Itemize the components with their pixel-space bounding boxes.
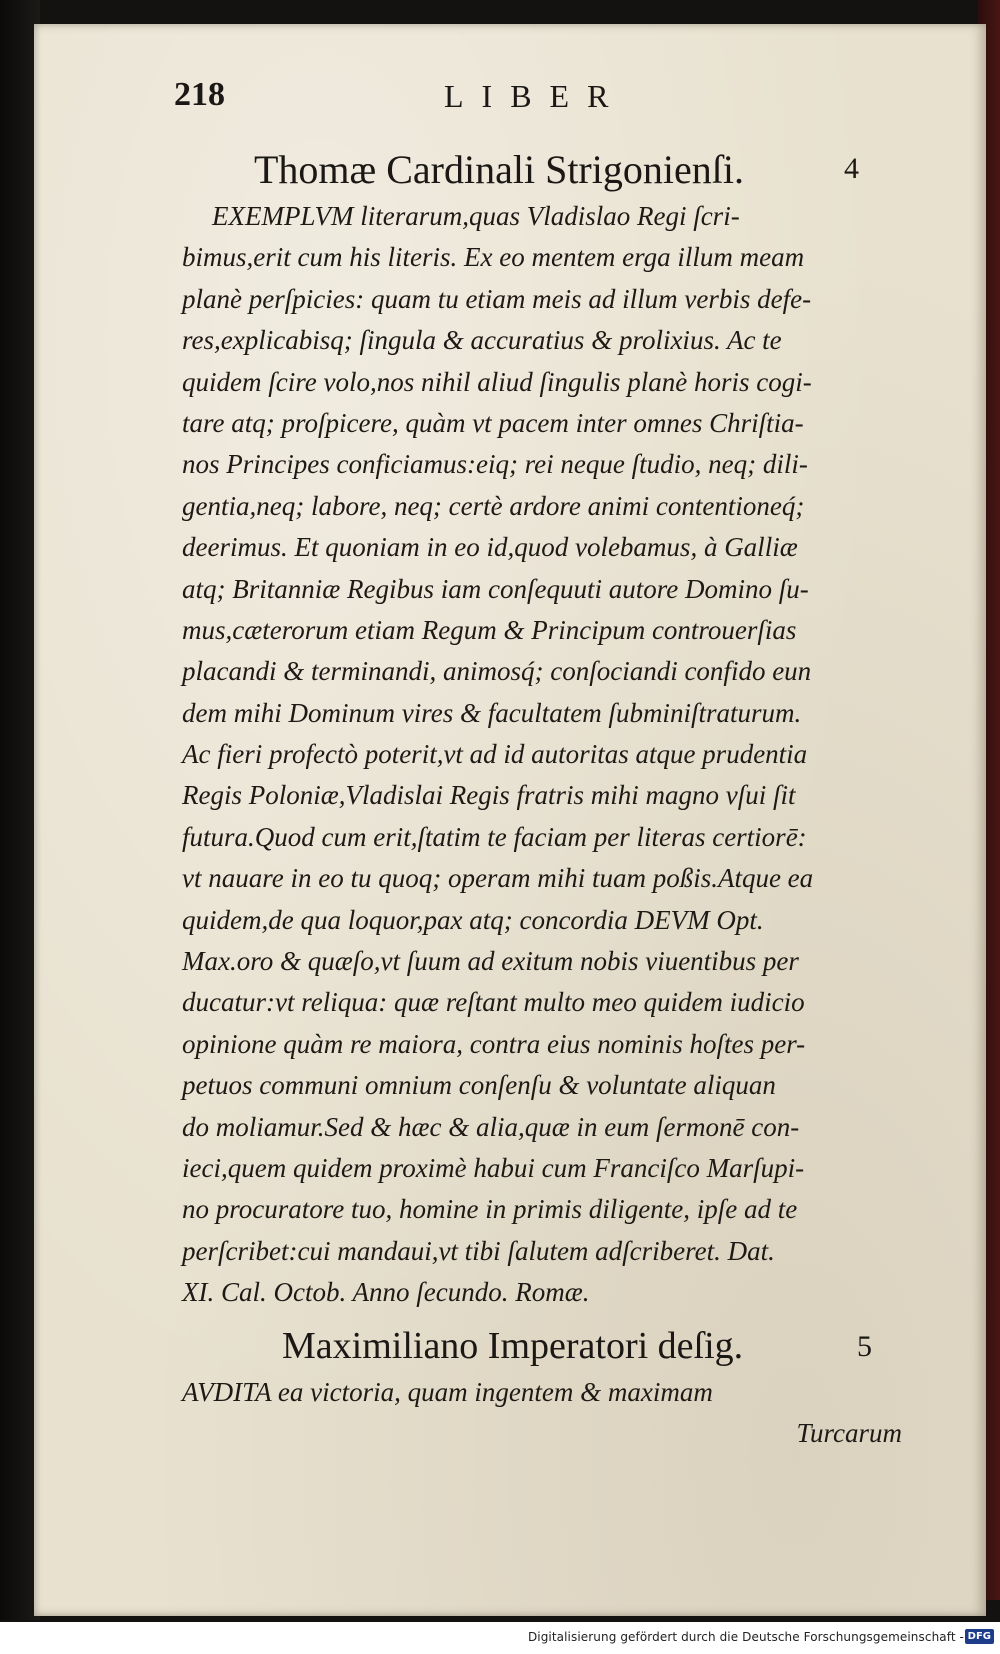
text-line: vt nauare in eo tu quoq; operam mihi tuam poßis.Atque ea — [182, 863, 814, 894]
dfg-logo: DFG — [965, 1629, 994, 1644]
text-line: nos Principes conficiamus:eiq; rei neque ſtudio, neq; dili- — [182, 449, 808, 480]
text-line: do moliamur.Sed & hæc & alia,quæ in eum ſermonē con- — [182, 1111, 800, 1142]
text-line: gentia,neq; labore, neq; certè ardore animi contentioneq́; — [182, 490, 805, 521]
text-line: ieci,quem quidem proximè habui cum Franciſco Marſupi- — [182, 1152, 805, 1183]
letter-4-body — [182, 196, 902, 1314]
text-line: EXEMPLVM literarum,quas Vladislao Regi ſcri- — [212, 201, 740, 231]
text-line: AVDITA ea victoria, quam ingentem & maximam — [182, 1377, 713, 1407]
text-line: deerimus. Et quoniam in eo id,quod volebamus, à Galliæ — [182, 532, 798, 563]
catchword: Turcarum — [796, 1418, 902, 1449]
letter-5-number: 5 — [857, 1330, 872, 1363]
text-line: tare atq; proſpicere, quàm vt pacem inter omnes Chriſtia- — [182, 407, 804, 438]
letter-5-body — [182, 1372, 902, 1455]
text-line: Ac fieri profectò poterit,vt ad id autoritas atque prudentia — [182, 739, 808, 770]
text-line: placandi & terminandi, animosq́; conſociandi confido eun — [182, 656, 812, 687]
text-line: quidem ſcire volo,nos nihil aliud ſingulis planè horis cogi- — [182, 366, 812, 397]
text-line: XI. Cal. Octob. Anno ſecundo. Romæ. — [182, 1277, 590, 1308]
running-head-title: LIBER — [444, 78, 627, 114]
text-line: Regis Poloniæ,Vladislai Regis fratris mihi magno vſui ſit — [182, 780, 796, 811]
text-line: petuos communi omnium conſenſu & voluntate aliquan — [182, 1070, 776, 1101]
text-line: quidem,de qua loquor,pax atq; concordia DEVM Opt. — [182, 904, 764, 935]
text-line: futura.Quod cum erit,ſtatim te faciam per literas certiorē: — [182, 821, 807, 852]
letter-4-number: 4 — [844, 152, 859, 185]
running-head — [174, 76, 734, 126]
letter-4-title: Thomæ Cardinali Strigonienſi. — [254, 147, 744, 192]
text-line: res,explicabisq; ſingula & accuratius & prolixius. Ac te — [182, 325, 782, 356]
text-line: bimus,erit cum his literis. Ex eo mentem erga illum meam — [182, 242, 805, 273]
text-line: planè perſpicies: quam tu etiam meis ad illum verbis defe- — [182, 283, 812, 314]
text-line: Max.oro & quæſo,vt ſuum ad exitum nobis viuentibus per — [182, 946, 799, 977]
book-page — [34, 24, 986, 1616]
page-number: 218 — [174, 76, 225, 113]
text-line: mus,cæterorum etiam Regum & Principum controuerſias — [182, 614, 797, 645]
text-line: dem mihi Dominum vires & facultatem ſubminiſtraturum. — [182, 697, 802, 728]
text-line: opinione quàm re maiora, contra eius nominis hoſtes per- — [182, 1028, 806, 1059]
text-line: no procuratore tuo, homine in primis diligente, ipſe ad te — [182, 1194, 798, 1225]
text-line: ducatur:vt reliqua: quæ reſtant multo meo quidem iudicio — [182, 987, 805, 1018]
letter-5-title: Maximiliano Imperatori deſig. — [282, 1325, 744, 1367]
text-line: atq; Britanniæ Regibus iam conſequuti autore Domino ſu- — [182, 573, 809, 604]
text-line: perſcribet:cui mandaui,vt tibi ſalutem adſcriberet. Dat. — [182, 1235, 775, 1266]
footer-credit: Digitalisierung gefördert durch die Deutsche Forschungsgemeinschaft - — [527, 1630, 964, 1644]
